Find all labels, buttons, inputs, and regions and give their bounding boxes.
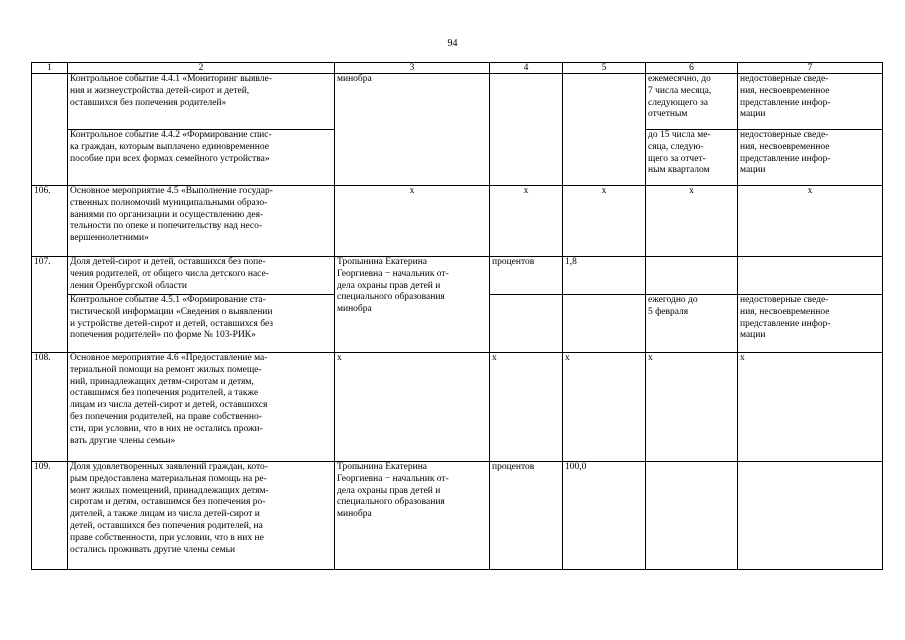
value-cell: х: [563, 353, 646, 462]
table-row: [32, 186, 883, 257]
column-header: 2: [68, 63, 335, 74]
description-cell: Доля удовлетворенных заявлений граждан, кото- рым предоставлена материальная помощь на ре- монт жилых помещений, принадлежащих детям- сиротам и детям, оставшимся без попечения ро- дителей, а также лицам из числа детей-сирот и детей, оставшихся без попечения родителей, на праве собственности, при условии, что в них не остались проживать другие члены семьи: [68, 462, 335, 570]
description-cell: Контрольное событие 4.4.2 «Формирование спис- ка граждан, которым выплачено единовременное пособие при всех формах семейного устройства»: [68, 130, 335, 186]
unit-cell: [490, 74, 563, 186]
unit-cell: процентов: [490, 462, 563, 570]
table-row: [32, 462, 883, 570]
deadline-cell: ежемесячно, до 7 числа месяца, следующего за отчетным: [646, 74, 738, 130]
row-number-cell: 107.: [32, 257, 68, 353]
deadline-cell: х: [646, 186, 738, 257]
responsible-cell: минобра: [335, 74, 490, 186]
deadline-cell: [646, 257, 738, 295]
responsible-cell: Тропынина Екатерина Георгиевна − начальник от- дела охраны прав детей и специального образования минобра: [335, 462, 490, 570]
risk-cell: [738, 462, 883, 570]
responsible-cell: Тропынина Екатерина Георгиевна − начальник от- дела охраны прав детей и специального образования минобра: [335, 257, 490, 353]
risk-cell: недостоверные сведе- ния, несвоевременное представление инфор- мации: [738, 295, 883, 353]
description-cell: Контрольное событие 4.4.1 «Мониторинг выявле- ния и жизнеустройства детей-сирот и детей, оставшихся без попечения родителей»: [68, 74, 335, 130]
unit-cell: х: [490, 353, 563, 462]
column-header: 3: [335, 63, 490, 74]
column-header: 6: [646, 63, 738, 74]
responsible-cell: х: [335, 186, 490, 257]
table-row: [32, 74, 883, 130]
value-cell: [563, 295, 646, 353]
row-number-cell: 108.: [32, 353, 68, 462]
table-row: [32, 257, 883, 295]
deadline-cell: х: [646, 353, 738, 462]
unit-cell: х: [490, 186, 563, 257]
description-cell: Основное мероприятие 4.5 «Выполнение государ- ственных полномочий муниципальными образо- ваниями по организации и осуществлению дея- тельности по опеке и попечительству над несо- вершеннолетними»: [68, 186, 335, 257]
row-number-cell: [32, 74, 68, 186]
column-header: 1: [32, 63, 68, 74]
risk-cell: х: [738, 186, 883, 257]
column-header: 4: [490, 63, 563, 74]
column-header-row: [32, 63, 883, 74]
description-cell: Доля детей-сирот и детей, оставшихся без попе- чения родителей, от общего числа детского насе- ления Оренбургской области: [68, 257, 335, 295]
risk-cell: [738, 257, 883, 295]
risk-cell: недостоверные сведе- ния, несвоевременное представление инфор- мации: [738, 130, 883, 186]
risk-cell: недостоверные сведе- ния, несвоевременное представление инфор- мации: [738, 74, 883, 130]
column-header: 7: [738, 63, 883, 74]
risk-cell: х: [738, 353, 883, 462]
description-cell: Основное мероприятие 4.6 «Предоставление ма- териальной помощи на ремонт жилых помеще- ний, принадлежащих детям-сиротам и детям, оставшимся без попечения родителей, а также лицам из числа детей-сирот и детей, оставшихся без попечения родителей, на праве собственно- сти, при условии, что в них не остались прожи- вать другие члены семьи»: [68, 353, 335, 462]
unit-cell: [490, 295, 563, 353]
deadline-cell: [646, 462, 738, 570]
activities-table: [31, 62, 883, 570]
value-cell: [563, 74, 646, 186]
page-number: 94: [447, 38, 458, 49]
deadline-cell: до 15 числа ме- сяца, следую- щего за отчет- ным кварталом: [646, 130, 738, 186]
row-number-cell: 106.: [32, 186, 68, 257]
value-cell: х: [563, 186, 646, 257]
table-row: [32, 353, 883, 462]
value-cell: 100,0: [563, 462, 646, 570]
column-header: 5: [563, 63, 646, 74]
deadline-cell: ежегодно до 5 февраля: [646, 295, 738, 353]
description-cell: Контрольное событие 4.5.1 «Формирование ста- тистической информации «Сведения о выявлении и устройстве детей-сирот и детей, оставшихся без попечения родителей» по форме № 103-РИК»: [68, 295, 335, 353]
row-number-cell: 109.: [32, 462, 68, 570]
value-cell: 1,8: [563, 257, 646, 295]
responsible-cell: х: [335, 353, 490, 462]
unit-cell: процентов: [490, 257, 563, 295]
